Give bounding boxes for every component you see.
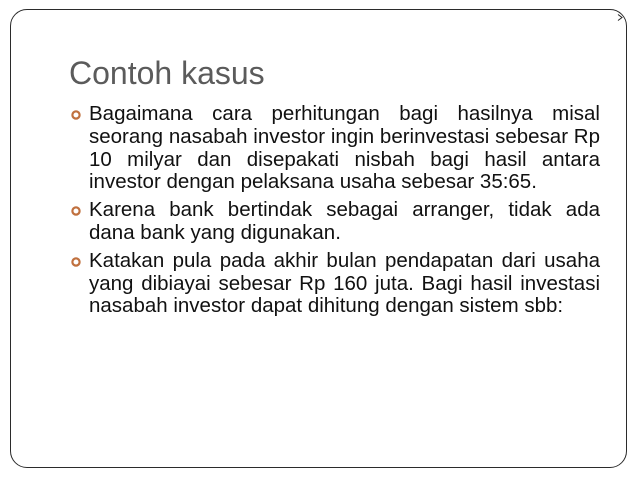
bullet-item bbox=[71, 103, 600, 194]
chevron-right-icon bbox=[617, 14, 623, 21]
bullet-text: Karena bank bertindak sebagai arranger, tidak ada dana bank yang digunakan. bbox=[89, 198, 600, 244]
ring-bullet-icon bbox=[71, 110, 81, 120]
ring-bullet-icon bbox=[71, 206, 81, 216]
bullet-item bbox=[71, 250, 600, 318]
ring-bullet-icon bbox=[71, 257, 81, 267]
slide-title: Contoh kasus bbox=[69, 55, 265, 91]
bullet-text: Bagaimana cara perhitungan bagi hasilnya misal seorang nasabah investor ingin berinvestasi sebesar Rp 10 milyar dan disepakati nisbah bagi hasil antara investor dengan pelaksana usaha sebesar 35:65. bbox=[89, 102, 600, 194]
bullet-item bbox=[71, 199, 600, 245]
bullet-list bbox=[71, 103, 600, 323]
bullet-text: Katakan pula pada akhir bulan pendapatan dari usaha yang dibiayai sebesar Rp 160 juta. Bagi hasil investasi nasabah investor dapat dihitung dengan sistem sbb: bbox=[89, 248, 600, 318]
